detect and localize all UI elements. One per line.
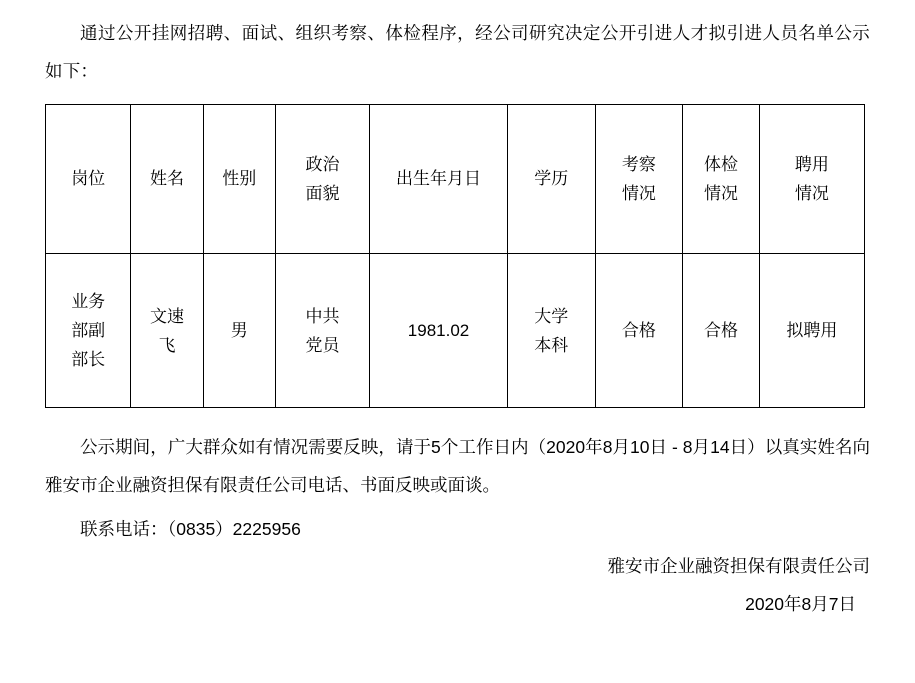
th-physical-exam xyxy=(683,105,760,254)
table-header xyxy=(46,105,865,254)
cell-political-status-value: 中共党员 xyxy=(305,306,340,355)
candidate-table xyxy=(45,104,865,408)
th-physical-exam-label: 体检情况 xyxy=(703,155,738,203)
cell-name-value: 文速飞 xyxy=(150,306,184,355)
th-education-label: 学历 xyxy=(534,169,569,188)
cell-inspection xyxy=(595,254,683,408)
contact-paragraph xyxy=(45,510,870,548)
table-row xyxy=(46,254,865,408)
body-paragraph xyxy=(45,428,870,504)
th-employment-label: 聘用情况 xyxy=(794,155,829,203)
cell-physical-exam-value: 合格 xyxy=(703,320,738,340)
th-inspection xyxy=(595,105,683,254)
cell-employment-value: 拟聘用 xyxy=(786,320,838,340)
th-position xyxy=(46,105,131,254)
contact-text: 联系电话：（0835）2225956 xyxy=(80,519,301,539)
document-page xyxy=(0,14,915,683)
th-name-label: 姓名 xyxy=(150,169,185,188)
cell-position-value: 业务部副部长 xyxy=(71,292,106,369)
cell-inspection-value: 合格 xyxy=(621,320,656,340)
cell-birth-date-value: 1981.02 xyxy=(407,320,470,340)
th-political-status xyxy=(275,105,369,254)
th-inspection-label: 考察情况 xyxy=(621,155,656,203)
table-header-row xyxy=(46,105,865,254)
table-body xyxy=(46,254,865,408)
signature-organization: 雅安市企业融资担保有限责任公司 xyxy=(607,556,870,576)
th-employment xyxy=(759,105,864,254)
th-political-status-label: 政治面貌 xyxy=(305,155,340,203)
cell-position xyxy=(46,254,131,408)
th-education xyxy=(508,105,596,254)
cell-gender xyxy=(203,254,275,408)
cell-employment xyxy=(759,254,864,408)
th-birth-date xyxy=(370,105,508,254)
intro-text: 通过公开挂网招聘、面试、组织考察、体检程序，经公司研究决定公开引进人才拟引进人员名单公示如下： xyxy=(45,23,870,81)
th-gender xyxy=(203,105,275,254)
th-position-label: 岗位 xyxy=(71,169,106,188)
th-birth-date-label: 出生年月日 xyxy=(396,169,482,188)
cell-education-value: 大学本科 xyxy=(534,306,569,355)
intro-paragraph xyxy=(45,14,870,90)
th-name xyxy=(131,105,203,254)
cell-gender-value: 男 xyxy=(230,320,248,340)
signature-date: 2020年8月7日 xyxy=(745,594,856,614)
body-text: 公示期间，广大群众如有情况需要反映，请于5个工作日内（2020年8月10日 - 8月14日）以真实姓名向雅安市企业融资担保有限责任公司电话、书面反映或面谈。 xyxy=(45,437,870,495)
th-gender-label: 性别 xyxy=(222,169,257,188)
cell-education xyxy=(508,254,596,408)
cell-physical-exam xyxy=(683,254,760,408)
signature-block xyxy=(608,547,871,623)
cell-birth-date xyxy=(370,254,508,408)
cell-name xyxy=(131,254,203,408)
cell-political-status xyxy=(275,254,369,408)
